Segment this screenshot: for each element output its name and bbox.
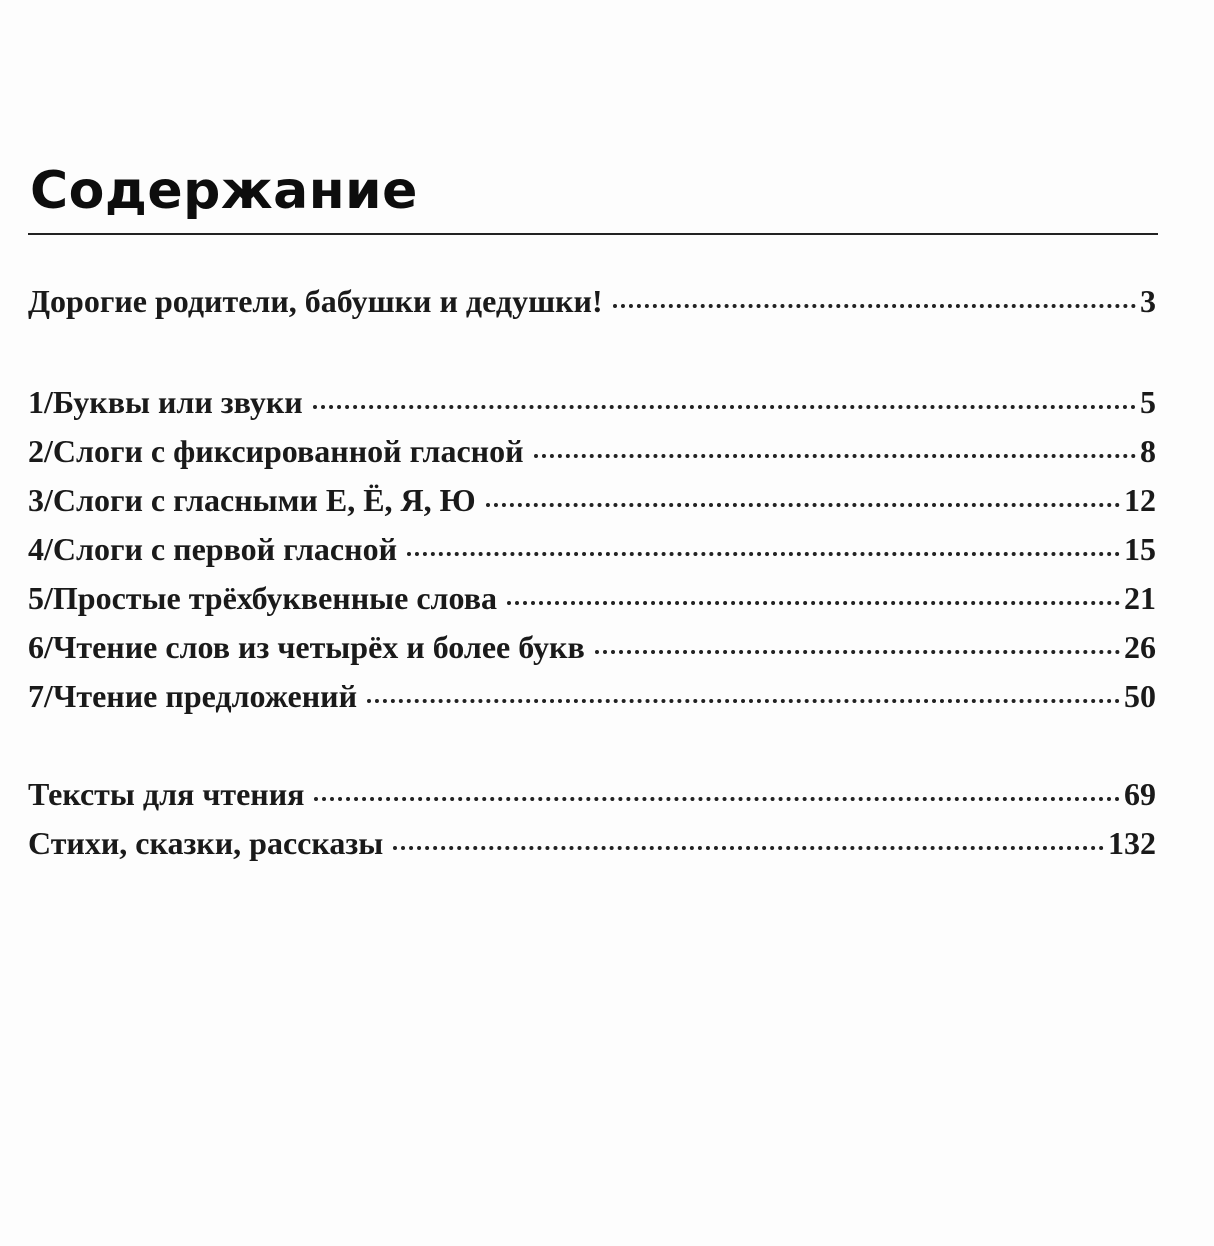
toc-page-number: 50 <box>1124 678 1156 714</box>
toc-extra-group <box>28 776 1156 874</box>
toc-page-number: 3 <box>1140 283 1156 319</box>
toc-leader-dots <box>486 503 1120 507</box>
toc-page-number: 21 <box>1124 580 1156 616</box>
toc-entry <box>28 482 1156 531</box>
toc-leader-dots <box>534 454 1136 458</box>
toc-page-number: 69 <box>1124 776 1156 812</box>
toc-entry-title: 3/Слоги с гласными Е, Ё, Я, Ю <box>28 482 476 518</box>
toc-entry <box>28 580 1156 629</box>
toc-leader-dots <box>367 699 1120 703</box>
toc-entry-title: 4/Слоги с первой гласной <box>28 531 397 567</box>
toc-entry-title: Стихи, сказки, рассказы <box>28 825 384 861</box>
toc-entry <box>28 531 1156 580</box>
toc-leader-dots <box>407 552 1120 556</box>
toc-entry-title: 7/Чтение предложений <box>28 678 358 714</box>
toc-entry <box>28 825 1156 874</box>
toc-entry-title: Тексты для чтения <box>28 776 305 812</box>
toc-entry-title: 1/Буквы или звуки <box>28 384 303 420</box>
toc-entry <box>28 678 1156 727</box>
toc-entry <box>28 384 1156 433</box>
toc-leader-dots <box>393 846 1104 850</box>
toc-entry-title: Дорогие родители, бабушки и дедушки! <box>28 283 603 319</box>
toc-leader-dots <box>595 650 1120 654</box>
toc-entry <box>28 629 1156 678</box>
toc-entry <box>28 433 1156 482</box>
toc-leader-dots <box>314 797 1120 801</box>
toc-entry-title: 2/Слоги с фиксированной гласной <box>28 433 524 469</box>
toc-entry <box>28 283 1156 332</box>
toc-page-number: 5 <box>1140 384 1156 420</box>
toc-leader-dots <box>507 601 1120 605</box>
title-divider <box>28 233 1158 235</box>
toc-leader-dots <box>313 405 1136 409</box>
toc-page-number: 8 <box>1140 433 1156 469</box>
toc-entry <box>28 776 1156 825</box>
toc-page-number: 26 <box>1124 629 1156 665</box>
toc-leader-dots <box>613 304 1136 308</box>
page-title: Содержание <box>30 161 418 221</box>
toc-chapters-group <box>28 384 1156 727</box>
toc-entry-title: 5/Простые трёхбуквенные слова <box>28 580 497 616</box>
toc-intro-group <box>28 283 1156 332</box>
toc-entry-title: 6/Чтение слов из четырёх и более букв <box>28 629 585 665</box>
toc-page-number: 132 <box>1108 825 1156 861</box>
toc-page-number: 12 <box>1124 482 1156 518</box>
toc-page-number: 15 <box>1124 531 1156 567</box>
